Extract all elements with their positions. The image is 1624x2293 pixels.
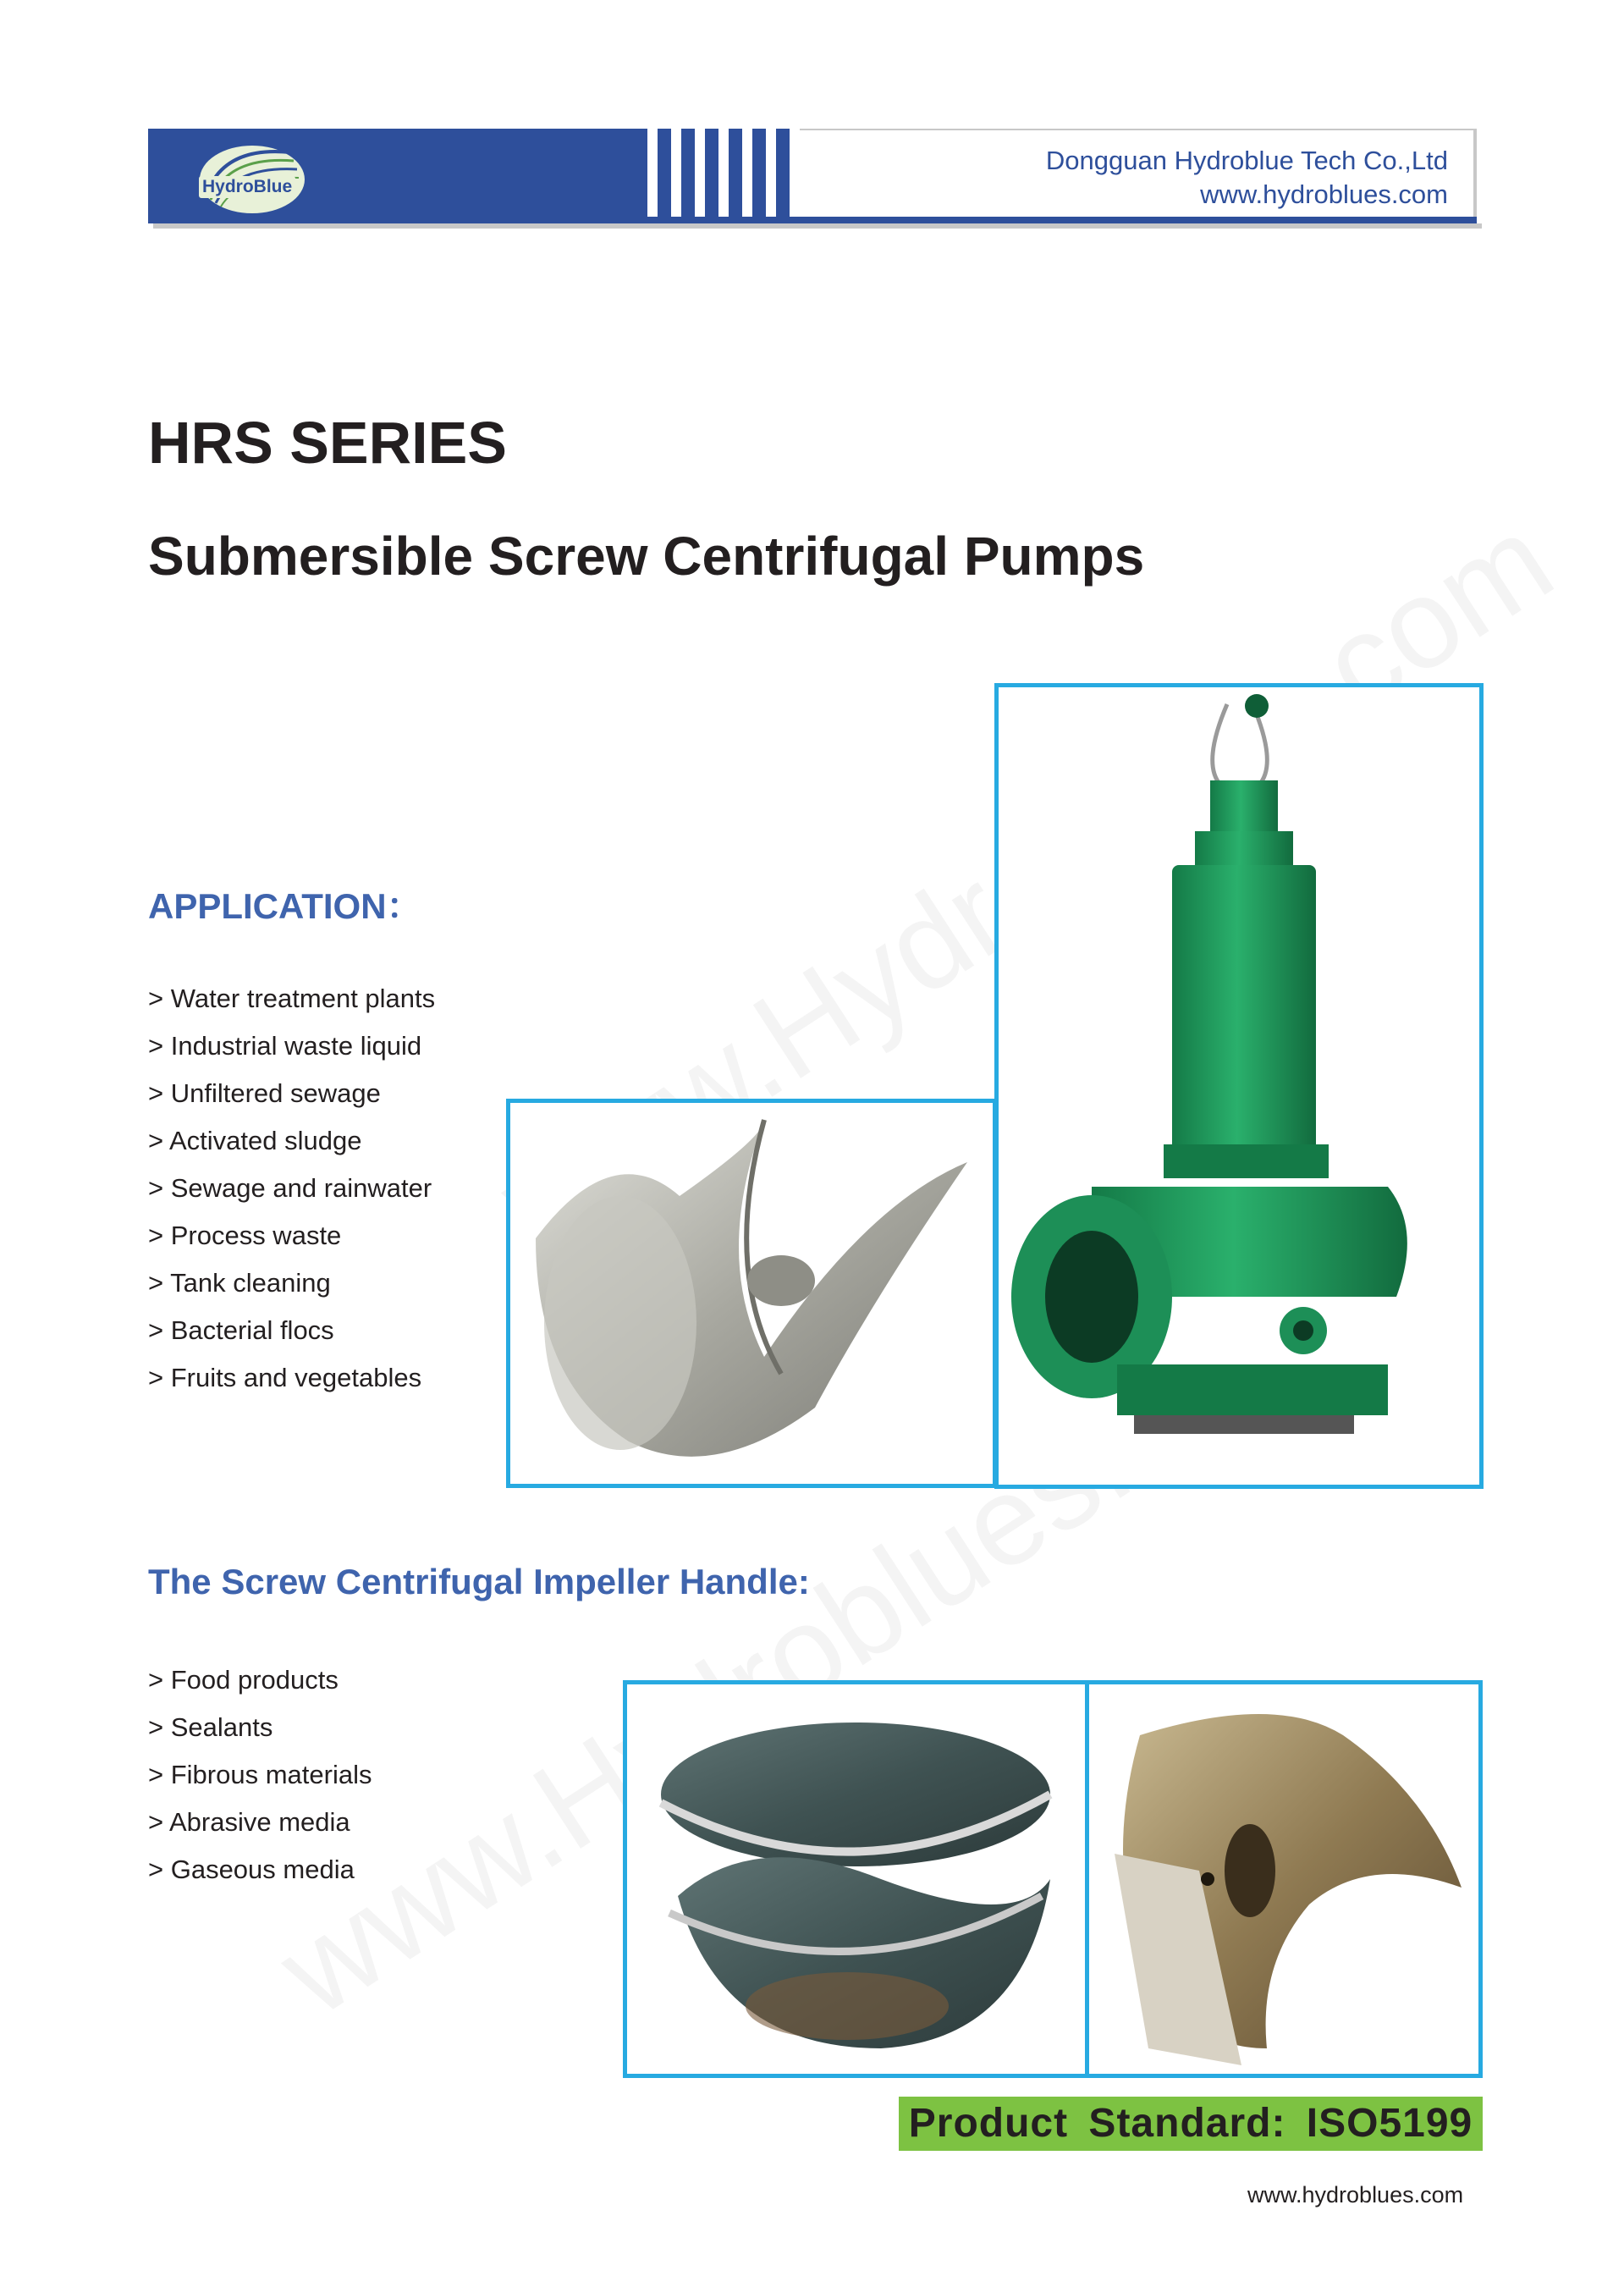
impeller-photo-frame-1 — [506, 1099, 997, 1488]
footer-website: www.hydroblues.com — [1247, 2182, 1464, 2208]
list-item: > Fibrous materials — [148, 1760, 372, 1789]
list-item: > Water treatment plants — [148, 984, 436, 1013]
impeller-photo-frame-2 — [623, 1680, 1092, 2078]
list-item: > Gaseous media — [148, 1855, 355, 1884]
logo-text: HydroBlue — [199, 176, 295, 198]
page-title: HRS SERIES — [148, 410, 507, 476]
application-list — [148, 975, 435, 1402]
product-standard-badge — [899, 2097, 1483, 2151]
header-banner — [148, 129, 1477, 227]
impeller-heading: The Screw Centrifugal Impeller Handle: — [148, 1562, 810, 1601]
submersible-pump-image — [999, 687, 1479, 1485]
screw-impeller-image-2 — [627, 1684, 1087, 2074]
screw-impeller-image-1 — [510, 1103, 993, 1484]
list-item: > Bacterial flocs — [148, 1315, 334, 1345]
list-item: > Fruits and vegetables — [148, 1363, 422, 1392]
header-stripes — [647, 129, 800, 220]
list-item: > Process waste — [148, 1221, 342, 1250]
list-item: > Unfiltered sewage — [148, 1078, 381, 1108]
application-heading: APPLICATION： — [148, 886, 422, 926]
impeller-list — [148, 1656, 372, 1893]
header-underline — [148, 217, 1477, 223]
impeller-photo-frame-3 — [1085, 1680, 1483, 2078]
list-item: > Activated sludge — [148, 1126, 362, 1155]
header-shadow — [153, 223, 1482, 229]
header-info-panel — [800, 129, 1477, 220]
list-item: > Abrasive media — [148, 1807, 350, 1837]
company-website: www.hydroblues.com — [1200, 179, 1448, 209]
page-subtitle: Submersible Screw Centrifugal Pumps — [148, 526, 1145, 587]
product-standard-text: Product Standard: ISO5199 — [908, 2101, 1473, 2146]
list-item: > Food products — [148, 1665, 339, 1695]
list-item: > Tank cleaning — [148, 1268, 331, 1298]
list-item: > Industrial waste liquid — [148, 1031, 422, 1061]
pump-photo-frame — [994, 683, 1484, 1489]
company-name: Dongguan Hydroblue Tech Co.,Ltd — [1045, 146, 1448, 175]
list-item: > Sealants — [148, 1712, 273, 1742]
screw-impeller-image-3 — [1089, 1684, 1478, 2074]
list-item: > Sewage and rainwater — [148, 1173, 432, 1203]
